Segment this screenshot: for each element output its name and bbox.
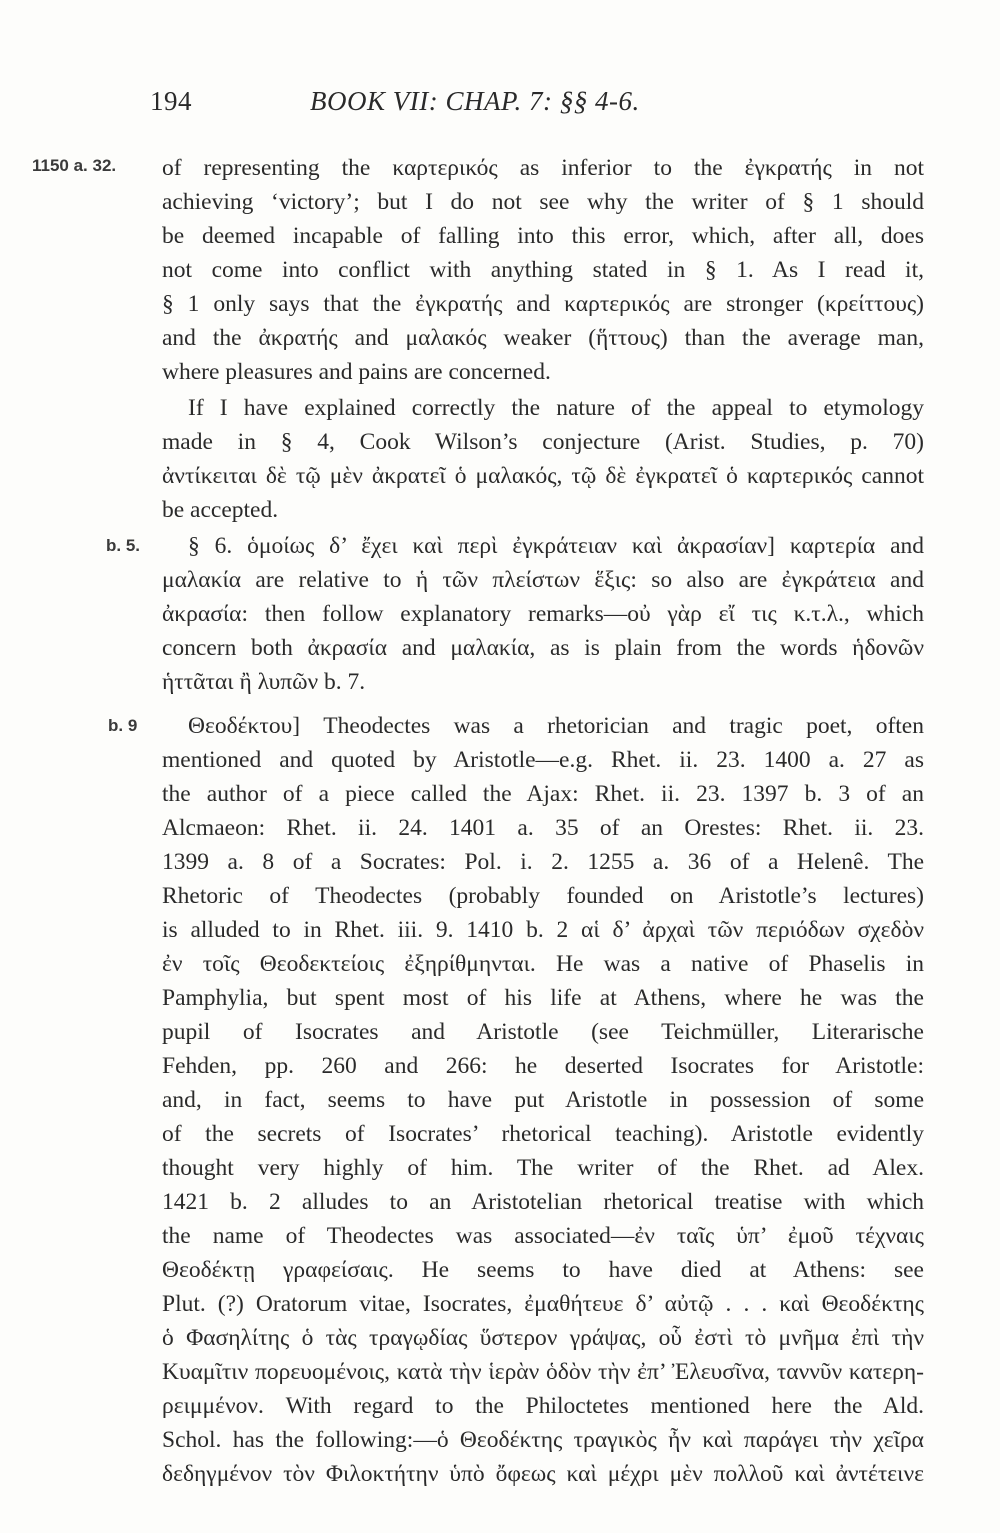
- text-line: ὁ Φασηλίτης ὁ τὰς τραγῳδίας ὕστερον γράψας, οὗ ἐστὶ τὸ μνῆμα ἐπὶ τὴν: [162, 1325, 924, 1351]
- text-line: Rhetoric of Theodectes (probably founded on Aristotle’s lectures): [162, 883, 924, 909]
- text-line: not come into conflict with anything stated in § 1. As I read it,: [162, 257, 924, 283]
- text-line: δεδηγμένον τὸν Φιλοκτήτην ὑπὸ ὄφεως καὶ μέχρι μὲν πολλοῦ καὶ ἀντέτεινε: [162, 1461, 924, 1487]
- text-line: where pleasures and pains are concerned.: [162, 359, 551, 385]
- text-line: § 1 only says that the ἐγκρατής and καρτερικός are stronger (κρείττους): [162, 291, 924, 317]
- text-line: ἐν τοῖς Θεοδεκτείοις ἐξηρίθμηνται. He was a native of Phaselis in: [162, 951, 924, 977]
- page-number: 194: [150, 86, 192, 116]
- text-line: Pamphylia, but spent most of his life at Athens, where he was the: [162, 985, 924, 1011]
- margin-reference: b. 5.: [106, 536, 141, 555]
- text-line: ἀκρασία: then follow explanatory remarks—οὐ γὰρ εἴ τις κ.τ.λ., which: [162, 601, 924, 627]
- text-line: Schol. has the following:—ὁ Θεοδέκτης τραγικὸς ἦν καὶ παράγει τὴν χεῖρα: [162, 1427, 924, 1453]
- text-line: Κυαμῖτιν πορευομένοις, κατὰ τὴν ἱερὰν ὁδὸν τὴν ἐπ’ Ἐλευσῖνα, ταννῦν κατερη-: [162, 1359, 924, 1385]
- text-line: made in § 4, Cook Wilson’s conjecture (Arist. Studies, p. 70): [162, 429, 924, 455]
- margin-reference: b. 9: [108, 716, 138, 735]
- text-line: and the ἀκρατής and μαλακός weaker (ἥττους) than the average man,: [162, 325, 924, 351]
- text-line: ρειμμένον. With regard to the Philoctetes mentioned here the Ald.: [162, 1393, 924, 1419]
- text-line: thought very highly of him. The writer of the Rhet. ad Alex.: [162, 1155, 924, 1181]
- text-line: the author of a piece called the Ajax: Rhet. ii. 23. 1397 b. 3 of an: [162, 781, 924, 807]
- text-line: is alluded to in Rhet. iii. 9. 1410 b. 2 αἱ δ’ ἀρχαὶ τῶν περιόδων σχεδὸν: [162, 917, 924, 943]
- text-line: Θεοδέκτῃ γραφείσαις. He seems to have died at Athens: see: [162, 1257, 924, 1283]
- text-line: 1399 a. 8 of a Socrates: Pol. i. 2. 1255 a. 36 of a Helenê. The: [162, 849, 924, 875]
- text-line: ἀντίκειται δὲ τῷ μὲν ἀκρατεῖ ὁ μαλακός, τῷ δὲ ἐγκρατεῖ ὁ καρτερικός cannot: [162, 463, 924, 489]
- text-line: of the secrets of Isocrates’ rhetorical teaching). Aristotle evidently: [162, 1121, 924, 1147]
- text-line: 1421 b. 2 alludes to an Aristotelian rhetorical treatise with which: [162, 1189, 924, 1215]
- text-line: of representing the καρτερικός as inferior to the ἐγκρατής in not: [162, 155, 924, 181]
- text-line: § 6. ὁμοίως δ’ ἔχει καὶ περὶ ἐγκράτειαν καὶ ἀκρασίαν] καρτερία and: [188, 533, 924, 559]
- text-line: ἡττᾶται ἢ λυπῶν b. 7.: [162, 669, 366, 695]
- text-line: achieving ‘victory’; but I do not see why the writer of § 1 should: [162, 189, 924, 215]
- text-line: Fehden, pp. 260 and 266: he deserted Isocrates for Aristotle:: [162, 1053, 924, 1079]
- margin-reference: 1150 a. 32.: [32, 156, 117, 175]
- text-line: mentioned and quoted by Aristotle—e.g. Rhet. ii. 23. 1400 a. 27 as: [162, 747, 924, 773]
- text-line: concern both ἀκρασία and μαλακία, as is plain from the words ἡδονῶν: [162, 635, 924, 661]
- text-line: μαλακία are relative to ἡ τῶν πλείστων ἕξις: so also are ἐγκράτεια and: [162, 567, 924, 593]
- running-head: BOOK VII: CHAP. 7: §§ 4-6.: [310, 86, 640, 116]
- text-line: Θεοδέκτου] Theodectes was a rhetorician and tragic poet, often: [188, 713, 924, 739]
- text-line: Plut. (?) Oratorum vitae, Isocrates, ἐμαθήτευε δ’ αὐτῷ . . . καὶ Θεοδέκτης: [162, 1291, 924, 1317]
- text-line: and, in fact, seems to have put Aristotle in possession of some: [162, 1087, 924, 1113]
- text-line: be accepted.: [162, 497, 279, 523]
- text-line: pupil of Isocrates and Aristotle (see Teichmüller, Literarische: [162, 1019, 924, 1045]
- text-line: be deemed incapable of falling into this error, which, after all, does: [162, 223, 924, 249]
- text-line: If I have explained correctly the nature of the appeal to etymology: [188, 395, 924, 421]
- text-line: the name of Theodectes was associated—ἐν ταῖς ὑπ’ ἐμοῦ τέχναις: [162, 1223, 924, 1249]
- text-line: Alcmaeon: Rhet. ii. 24. 1401 a. 35 of an Orestes: Rhet. ii. 23.: [162, 815, 924, 841]
